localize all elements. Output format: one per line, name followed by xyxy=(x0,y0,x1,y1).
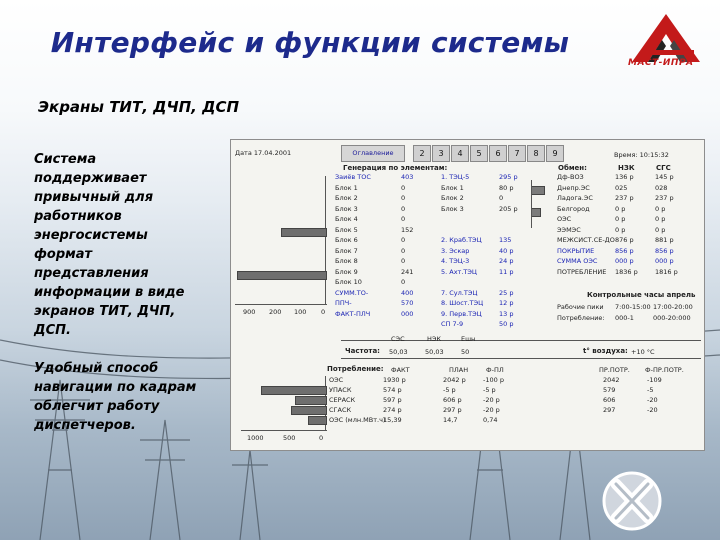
desc2-line: облегчит работу xyxy=(34,399,160,414)
mid-row-name: 5. Ахт.ТЭЦ xyxy=(441,267,477,276)
cons-row-value: 2042 р xyxy=(443,376,466,384)
cons-row-value: 1930 р xyxy=(383,376,406,384)
screen-time: Время: 10:15:32 xyxy=(614,151,669,159)
cons-row-name: СЕРАСК xyxy=(329,396,356,404)
mid-row-value: 50 р xyxy=(499,320,514,328)
left-row-value: 0 xyxy=(401,215,406,223)
desc-line: формат xyxy=(34,247,93,262)
right-row-sgs: 0 р xyxy=(655,215,666,223)
nav-page-button[interactable]: 4 xyxy=(451,145,469,162)
mid-row-value: 40 р xyxy=(499,246,514,255)
bottom-axis-line xyxy=(241,430,327,431)
chart-bar xyxy=(281,228,327,237)
mid-row-value: 12 р xyxy=(499,299,514,307)
peak-row-v1: 7:00-15:00 xyxy=(615,303,651,311)
left-row-value: 570 xyxy=(401,299,414,307)
left-row-name: Блок 10 xyxy=(335,278,362,286)
cons-row-value: -5 р xyxy=(443,386,456,394)
axis-tick: 500 xyxy=(283,434,296,442)
left-row-value: 400 xyxy=(401,288,414,297)
right-row-sgs: 881 р xyxy=(655,236,674,244)
right-row-sgs: 0 р xyxy=(655,225,666,234)
right-row-name: СУММА ОЭС xyxy=(557,257,598,265)
freq-col: СЭС xyxy=(391,335,405,343)
left-row-name: Блок 6 xyxy=(335,236,358,244)
mid-row-name: Блок 2 xyxy=(441,194,464,202)
desc2-line: навигации по кадрам xyxy=(34,380,197,395)
cons-col: ПР.ПОТР. xyxy=(599,366,630,374)
right-row-sgs: 237 р xyxy=(655,194,674,202)
peak-row-v2: 000-20:000 xyxy=(653,314,691,322)
chart-bar xyxy=(261,386,327,395)
col-nzk: НЗК xyxy=(618,164,635,172)
right-row-sgs: 0 р xyxy=(655,204,666,213)
desc2-line: Удобный способ xyxy=(34,361,159,376)
left-chart-axis xyxy=(325,176,326,304)
nav-page-button[interactable]: 3 xyxy=(432,145,450,162)
right-row-nzk: 000 р xyxy=(615,257,634,265)
left-row-name: Блок 1 xyxy=(335,183,358,192)
axis-tick: 1000 xyxy=(247,434,264,442)
mid-row-value: 11 р xyxy=(499,267,514,276)
left-row-name: ФАКТ-ПЛЧ xyxy=(335,309,371,318)
right-row-name: ОЭС xyxy=(557,215,572,223)
peak-row-name: Рабочие пики xyxy=(557,303,604,311)
left-row-name: Блок 4 xyxy=(335,215,358,223)
right-row-name: ПОТРЕБЛЕНИЕ xyxy=(557,267,607,276)
slide-subtitle: Экраны ТИТ, ДЧП, ДСП xyxy=(38,98,240,116)
air-temp-label: t° воздуха: xyxy=(583,347,628,355)
cons-row-value: 2042 xyxy=(603,376,620,384)
left-row-value: 0 xyxy=(401,257,406,265)
axis-tick: 0 xyxy=(319,434,324,442)
peak-row-name: Потребление: xyxy=(557,314,605,322)
mid-row-value: 80 р xyxy=(499,183,514,192)
cons-row-value: -109 xyxy=(647,376,662,384)
nav-page-button[interactable]: 5 xyxy=(470,145,488,162)
right-row-name: Ладога.ЭС xyxy=(557,194,593,202)
desc-line: работников xyxy=(34,209,122,224)
cons-row-name: ОЭС xyxy=(329,376,344,384)
cons-row-value: 579 xyxy=(603,386,616,394)
cons-row-value: 606 р xyxy=(443,396,462,404)
axis-tick: 900 xyxy=(243,308,256,316)
left-row-name: Заиёв ТОС xyxy=(335,173,371,181)
screen-date: Дата 17.04.2001 xyxy=(235,149,292,157)
cons-row-name: ОЭС (млн.МВт.ч) xyxy=(329,416,386,424)
right-row-nzk: 237 р xyxy=(615,194,634,202)
desc-line: ДСП. xyxy=(34,323,71,338)
air-temp-value: +10 °С xyxy=(631,348,655,356)
left-row-name: Блок 8 xyxy=(335,257,358,265)
right-row-nzk: 0 р xyxy=(615,204,626,213)
left-row-name: Блок 9 xyxy=(335,267,358,276)
cons-row-value: -20 р xyxy=(483,406,500,414)
mid-row-name: Блок 1 xyxy=(441,183,464,192)
cons-row-value: 297 р xyxy=(443,406,462,414)
left-row-name: Блок 7 xyxy=(335,246,358,255)
right-row-nzk: 1836 р xyxy=(615,267,638,276)
peak-header: Контрольные часы апрель xyxy=(587,291,696,299)
nav-page-button[interactable]: 6 xyxy=(489,145,507,162)
description-text xyxy=(34,150,234,340)
right-row-name: ЭЭМЭС xyxy=(557,225,581,234)
mid-row-value: 24 р xyxy=(499,257,514,265)
chart-bar xyxy=(531,208,541,217)
mid-row-name: 7. Сул.ТЭЦ xyxy=(441,288,478,297)
nav-page-button[interactable]: 7 xyxy=(508,145,526,162)
navigation-text xyxy=(34,359,224,435)
left-row-value: 0 xyxy=(401,246,406,255)
freq-col: НЭК xyxy=(427,335,442,343)
right-row-nzk: 856 р xyxy=(615,246,634,255)
left-row-value: 0 xyxy=(401,204,406,213)
desc-line: энергосистемы xyxy=(34,228,148,243)
desc-line: поддерживает xyxy=(34,171,147,186)
consumption-label: Потребление: xyxy=(327,365,384,373)
separator xyxy=(341,358,701,359)
cons-col: ФАКТ xyxy=(391,366,410,374)
mid-row-value: 13 р xyxy=(499,309,514,318)
axis-tick: 200 xyxy=(269,308,282,316)
right-row-name: Дф-ВОЗ xyxy=(557,173,584,181)
cons-row-value: 574 р xyxy=(383,386,402,394)
mid-row-name: 8. Шост.ТЭЦ xyxy=(441,299,484,307)
left-row-name: ППЧ- xyxy=(335,299,352,307)
left-axis-line xyxy=(235,304,327,305)
mid-row-value: 25 р xyxy=(499,288,514,297)
cons-row-value: -5 xyxy=(647,386,654,394)
right-row-nzk: 025 xyxy=(615,183,628,192)
right-row-name: Днепр.ЭС xyxy=(557,183,590,192)
col-sgs: СГС xyxy=(656,164,671,172)
right-row-sgs: 028 xyxy=(655,183,668,192)
cons-row-value: -20 р xyxy=(483,396,500,404)
left-row-name: СУММ.ТО- xyxy=(335,288,369,297)
desc-line: экранов ТИТ, ДЧП, xyxy=(34,304,176,319)
cons-row-value: 15,39 xyxy=(383,416,402,424)
cons-col: ПЛАН xyxy=(449,366,469,374)
desc-line: Система xyxy=(34,152,97,167)
mid-row-name: СП 7-9 xyxy=(441,320,464,328)
x-emblem-logo xyxy=(596,470,668,532)
freq-col: Ешн xyxy=(461,335,476,343)
left-row-name: Блок 5 xyxy=(335,225,358,234)
peak-row-v2: 17:00-20:00 xyxy=(653,303,693,311)
cons-row-value: -100 р xyxy=(483,376,504,384)
desc-line: привычный для xyxy=(34,190,154,205)
mid-row-name: Блок 3 xyxy=(441,204,464,213)
left-row-value: 0 xyxy=(401,236,406,244)
left-row-value: 241 xyxy=(401,267,414,276)
right-row-sgs: 1816 р xyxy=(655,267,678,276)
cons-row-value: 597 р xyxy=(383,396,402,404)
axis-tick: 0 xyxy=(321,308,326,316)
cons-row-value: 0,74 xyxy=(483,416,498,424)
cons-row-value: -20 xyxy=(647,406,658,414)
chart-bar xyxy=(291,406,327,415)
right-row-nzk: 0 р xyxy=(615,215,626,223)
desc-line: представления xyxy=(34,266,149,281)
freq-value: 50,03 xyxy=(389,348,408,356)
logo-text: МАСТ-ИПРА xyxy=(628,58,694,68)
left-row-name: Блок 2 xyxy=(335,194,358,202)
cons-row-value: 297 xyxy=(603,406,616,414)
right-row-name: ПОКРЫТИЕ xyxy=(557,246,595,255)
left-row-value: 0 xyxy=(401,183,406,192)
right-row-name: МЕЖСИСТ.СЕ-ДО xyxy=(557,236,615,244)
cons-row-value: -20 xyxy=(647,396,658,404)
mid-row-name: 4. ТЭЦ-3 xyxy=(441,257,470,265)
right-row-sgs: 000 р xyxy=(655,257,674,265)
mid-row-value: 135 xyxy=(499,236,512,244)
mid-row-name: 9. Перв.ТЭЦ xyxy=(441,309,482,318)
cons-row-name: УПАСК xyxy=(329,386,352,394)
right-row-nzk: 876 р xyxy=(615,236,634,244)
chart-bar xyxy=(308,416,327,425)
left-row-value: 0 xyxy=(401,194,406,202)
nav-contents-button[interactable]: Оглавление xyxy=(341,145,405,162)
left-row-value: 0 xyxy=(401,278,406,286)
nav-page-button[interactable]: 8 xyxy=(527,145,545,162)
freq-value: 50 xyxy=(461,348,470,356)
mid-row-name: 3. Эскар xyxy=(441,246,470,255)
nav-page-button[interactable]: 9 xyxy=(546,145,564,162)
cons-row-value: 14,7 xyxy=(443,416,458,424)
freq-label: Частота: xyxy=(345,347,380,355)
left-row-value: 000 xyxy=(401,309,414,318)
right-row-nzk: 136 р xyxy=(615,173,634,181)
left-row-name: Блок 3 xyxy=(335,204,358,213)
exchange-header: Обмен: xyxy=(558,164,587,172)
right-row-name: Белгород xyxy=(557,204,590,213)
dispatch-screen xyxy=(230,139,705,451)
cons-col: Ф-ПЛ xyxy=(486,366,504,374)
mid-chart-axis xyxy=(531,180,532,228)
desc-line: информации в виде xyxy=(34,285,185,300)
desc2-line: диспетчеров. xyxy=(34,418,136,433)
left-row-value: 152 xyxy=(401,225,414,234)
axis-tick: 100 xyxy=(294,308,307,316)
company-logo xyxy=(622,10,714,80)
left-row-value: 403 xyxy=(401,173,414,181)
cons-col: Ф-ПР.ПОТР. xyxy=(645,366,684,374)
cons-row-value: 274 р xyxy=(383,406,402,414)
right-row-nzk: 0 р xyxy=(615,225,626,234)
freq-value: 50,03 xyxy=(425,348,444,356)
chart-bar xyxy=(295,396,327,405)
cons-row-name: СГАСК xyxy=(329,406,352,414)
chart-bar xyxy=(237,271,327,280)
nav-page-button[interactable]: 2 xyxy=(413,145,431,162)
peak-row-v1: 000-1 xyxy=(615,314,634,322)
chart-bar xyxy=(531,186,545,195)
mid-row-value: 205 р xyxy=(499,204,518,213)
right-row-sgs: 856 р xyxy=(655,246,674,255)
mid-row-value: 0 xyxy=(499,194,504,202)
right-row-sgs: 145 р xyxy=(655,173,674,181)
mid-row-value: 295 р xyxy=(499,173,518,181)
cons-row-value: 606 xyxy=(603,396,616,404)
slide-title: Интерфейс и функции системы xyxy=(50,26,570,59)
mid-row-name: 1. ТЭЦ-5 xyxy=(441,173,470,181)
generation-header: Генерация по элементам: xyxy=(343,164,448,172)
mid-row-name: 2. Краб.ТЭЦ xyxy=(441,236,482,244)
cons-row-value: -5 р xyxy=(483,386,496,394)
